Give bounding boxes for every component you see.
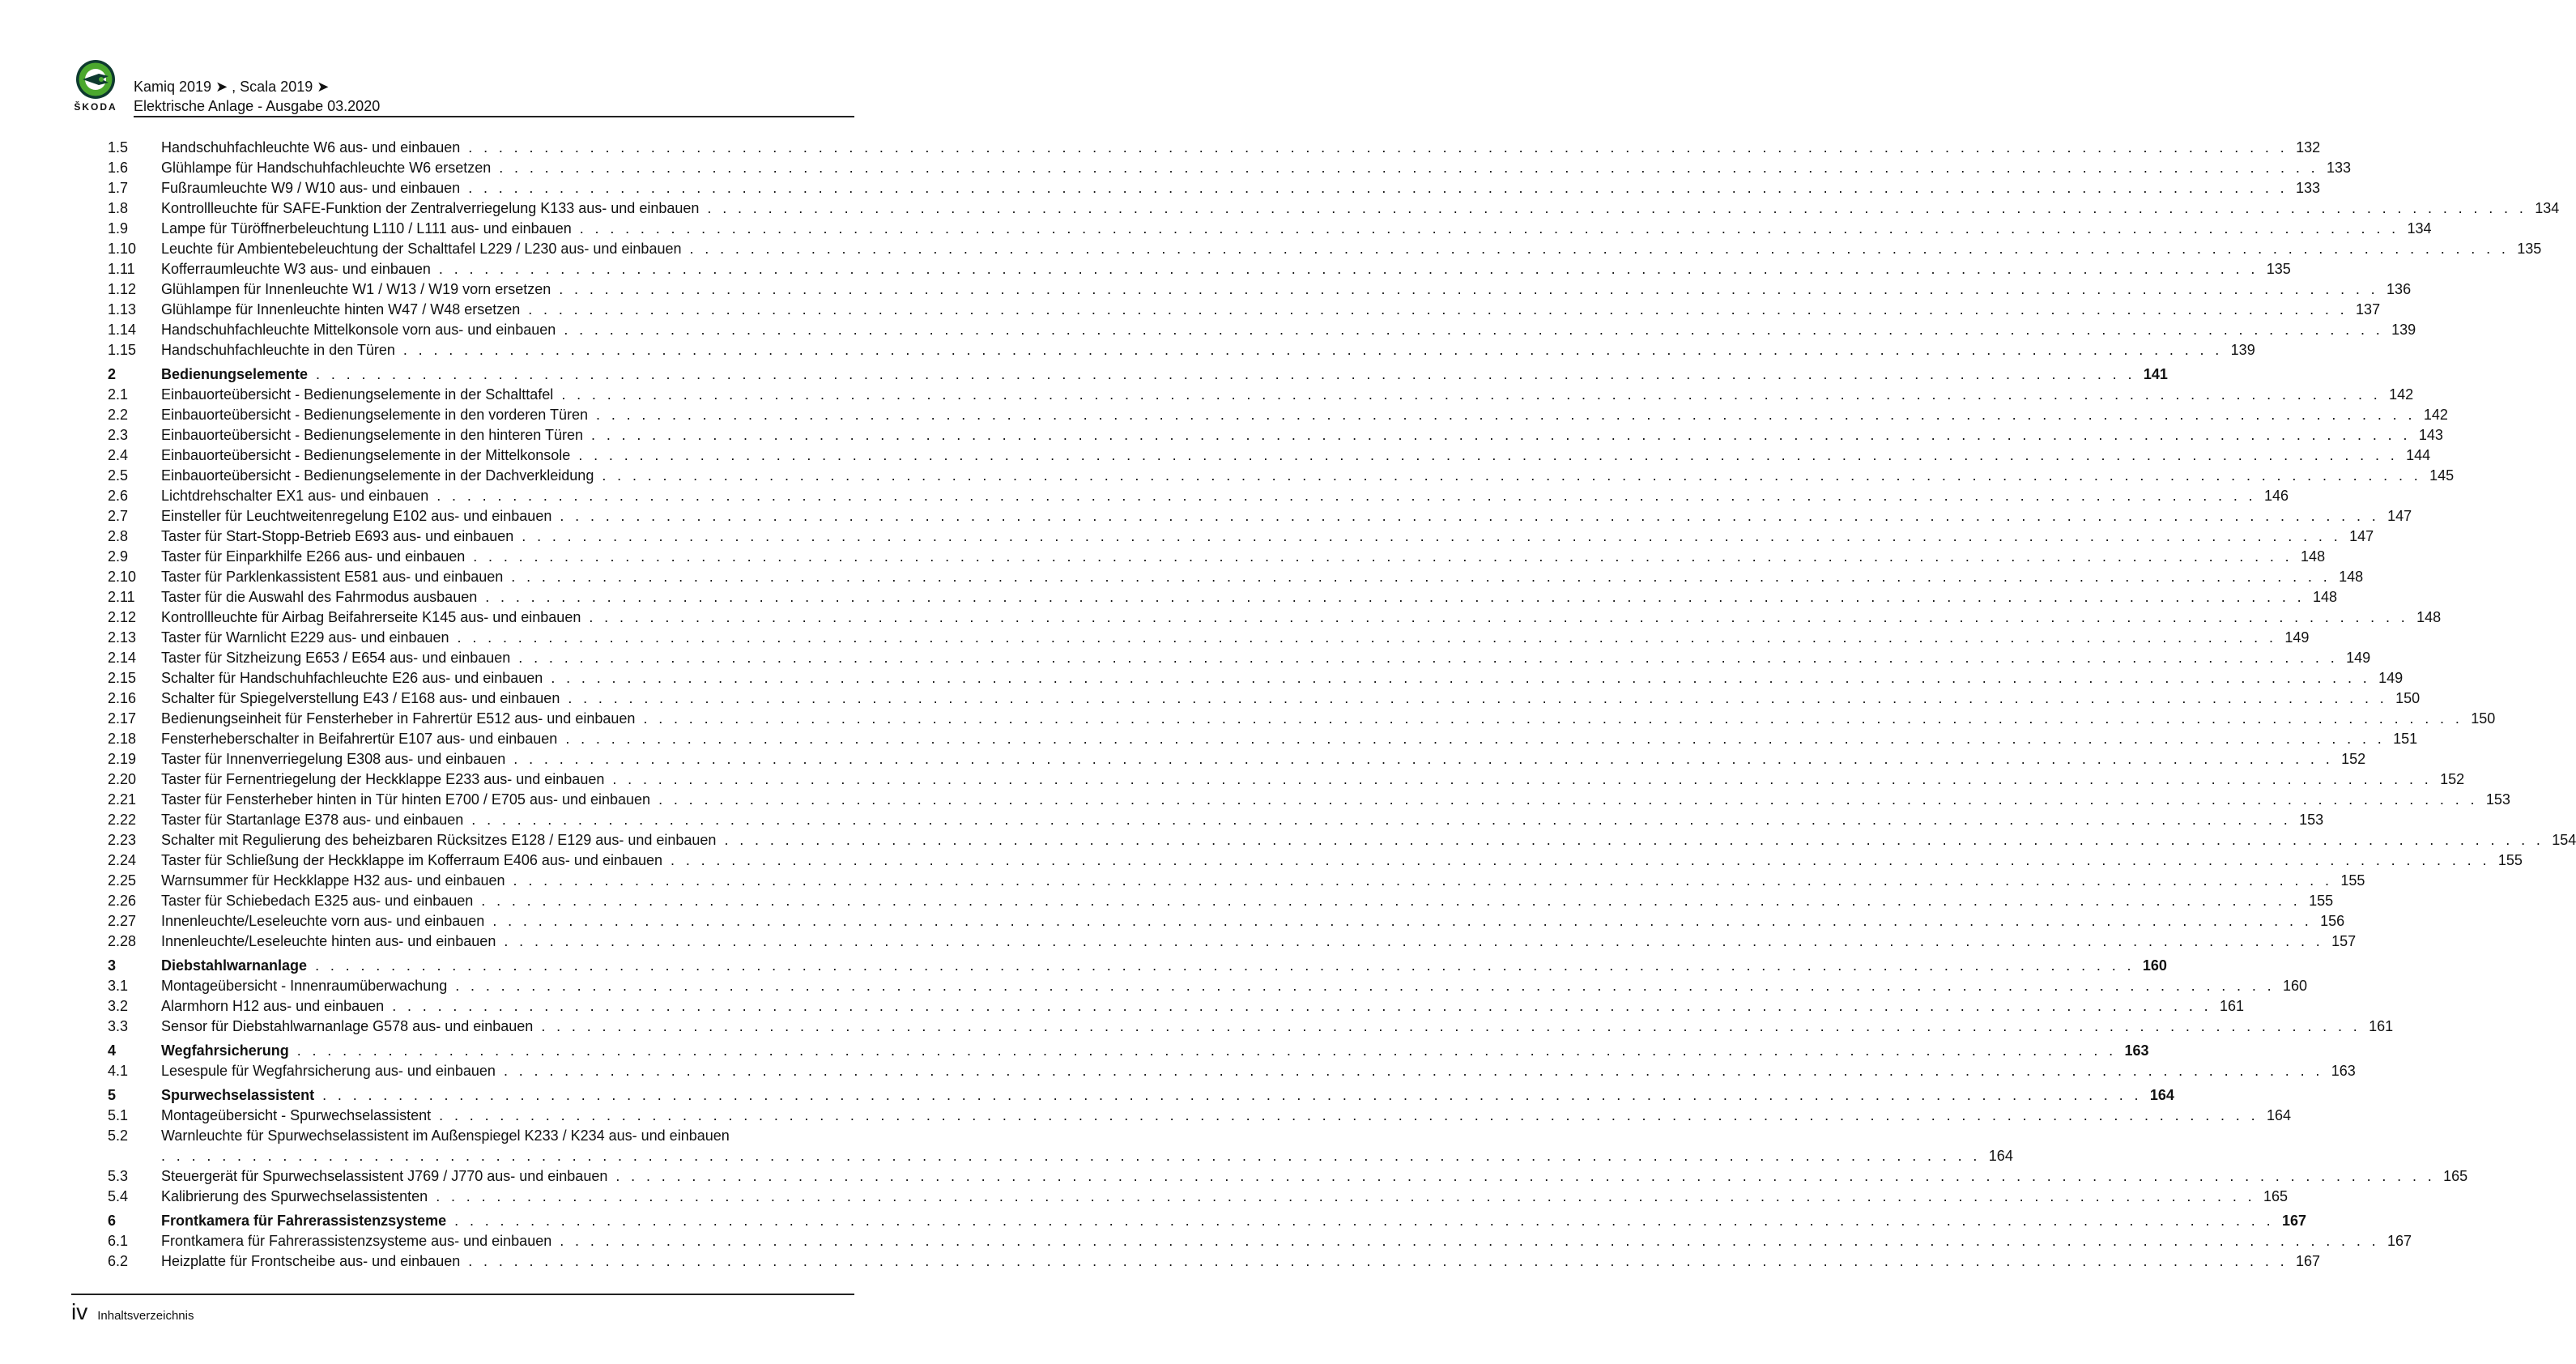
toc-title: Handschuhfachleuchte in den Türen <box>161 342 395 358</box>
toc-title: Kontrollleuchte für SAFE-Funktion der Zentralverriegelung K133 aus- und einbauen <box>161 200 700 216</box>
toc-title: Taster für Warnlicht E229 aus- und einbauen <box>161 629 449 646</box>
dot-leader: . . . . . . . . . . . . . . . . . . . . . . . . . . . . . . . . . . . . . . . . . . . . . . . . . . . . . . . . . . . . . . . . . . . . . . . . . . . . . . . . . . . . . . . . . . . . . . . . . . . . . . . . . . . . . . . . . . . . . . . . <box>468 180 2289 196</box>
toc-page: 152 <box>2341 751 2366 767</box>
dot-leader: . . . . . . . . . . . . . . . . . . . . . . . . . . . . . . . . . . . . . . . . . . . . . . . . . . . . . . . . . . . . . . . . . . . . . . . . . . . . . . . . . . . . . . . . . . . . . . . . . . . . . . . . . . . . . . . . . . . . . . . . <box>473 548 2293 565</box>
dot-leader: . . . . . . . . . . . . . . . . . . . . . . . . . . . . . . . . . . . . . . . . . . . . . . . . . . . . . . . . . . . . . . . . . . . . . . . . . . . . . . . . . . . . . . . . . . . . . . . . . . . . . . . . . . . . . . . . . . . . . . . . <box>561 386 2382 403</box>
toc-number: 6.2 <box>108 1253 129 1269</box>
toc-entry[interactable] <box>108 178 2321 198</box>
toc-entry[interactable] <box>108 976 2308 996</box>
toc-title: Taster für Fernentriegelung der Heckklappe E233 aus- und einbauen <box>161 771 605 787</box>
toc-page: 148 <box>2416 609 2442 625</box>
toc-number: 2.2 <box>108 407 129 423</box>
toc-page: 160 <box>2283 978 2308 994</box>
toc-number: 2.3 <box>108 427 129 443</box>
dot-leader: . . . . . . . . . . . . . . . . . . . . . . . . . . . . . . . . . . . . . . . . . . . . . . . . . . . . . . . . . . . . . . . . . . . . . . . . . . . . . . . . . . . . . . . . . . . . . . . . . . . . . . . . . . . . . . . . . . . . . . . . <box>612 771 2433 787</box>
toc-entry[interactable] <box>108 749 2366 769</box>
toc-number: 4.1 <box>108 1063 129 1079</box>
dot-leader: . . . . . . . . . . . . . . . . . . . . . . . . . . . . . . . . . . . . . . . . . . . . . . . . . . . . . . . . . . . . . . . . . . . . . . . . . . . . . . . . . . . . . . . . . . . . . . . . . . . . . . . . . . . . . . . . . . . . . . . . <box>485 589 2306 605</box>
toc-number: 1.11 <box>108 261 135 277</box>
toc-entry[interactable] <box>108 850 2523 871</box>
toc-chapter[interactable] <box>108 956 2167 976</box>
toc-entry[interactable] <box>108 425 2443 445</box>
toc-number: 2.9 <box>108 548 129 565</box>
toc-page: 144 <box>2406 447 2431 463</box>
toc-number: 2.10 <box>108 569 137 585</box>
dot-leader: . . . . . . . . . . . . . . . . . . . . . . . . . . . . . . . . . . . . . . . . . . . . . . . . . . . . . . . . . . . . . . . . . . . . . . . . . . . . . . . . . . . . . . . . . . . . . . . . . . . . . . . . . . . . . . . . . . . . . . . . <box>689 241 2510 257</box>
dot-leader: . . . . . . . . . . . . . . . . . . . . . . . . . . . . . . . . . . . . . . . . . . . . . . . . . . . . . . . . . . . . . . . . . . . . . . . . . . . . . . . . . . . . . . . . . . . . . . . . . . . . . . . . . . . . . . . . . . . . . . . . <box>528 301 2348 318</box>
toc-entry[interactable] <box>108 1231 2412 1251</box>
toc-entry[interactable] <box>108 1061 2356 1081</box>
toc-page: 147 <box>2387 508 2412 524</box>
toc-title: Glühlampe für Handschuhfachleuchte W6 ersetzen <box>161 160 492 176</box>
table-of-contents <box>108 138 2576 1272</box>
toc-title: Einbauorteübersicht - Bedienungselemente in der Schalttafel <box>161 386 554 403</box>
toc-entry[interactable] <box>108 931 2357 952</box>
toc-page: 137 <box>2356 301 2381 318</box>
toc-page: 150 <box>2395 690 2421 706</box>
dot-leader: . . . . . . . . . . . . . . . . . . . . . . . . . . . . . . . . . . . . . . . . . . . . . . . . . . . . . . . . . . . . . . . . . . . . . . . . . . . . . . . . . . . . . . . . . . . . . . . . . . . . . . . . . . . . . . . . . . . . . . . . <box>511 569 2331 585</box>
toc-page: 163 <box>2331 1063 2356 1079</box>
toc-entry[interactable] <box>108 445 2431 466</box>
dot-leader: . . . . . . . . . . . . . . . . . . . . . . . . . . . . . . . . . . . . . . . . . . . . . . . . . . . . . . . . . . . . . . . . . . . . . . . . . . . . . . . . . . . . . . . . . . . . . . . . . . . . . . . . . . . . . . . . . . . . . . . . <box>471 812 2292 828</box>
toc-entry[interactable] <box>108 1106 2292 1126</box>
toc-number: 2.15 <box>108 670 137 686</box>
toc-page: 133 <box>2327 160 2352 176</box>
toc-page: 164 <box>1988 1148 2013 1164</box>
dot-leader: . . . . . . . . . . . . . . . . . . . . . . . . . . . . . . . . . . . . . . . . . . . . . . . . . . . . . . . . . . . . . . . . . . . . . . . . . . . . . . . . . . . . . . . . . . . . . . . . . . . . . . . . . . . . . . . . . . . . . . . . <box>568 690 2388 706</box>
toc-entry[interactable] <box>108 340 2255 360</box>
toc-number: 2.23 <box>108 832 137 848</box>
dot-leader: . . . . . . . . . . . . . . . . . . . . . . . . . . . . . . . . . . . . . . . . . . . . . . . . . . . . . . . . . . . . . . . . . . . . . . . . . . . . . . . . . . . . . . . . . . . . . . . . . . . . . . . . . . . . . . . . . . . . . . . . <box>499 160 2319 176</box>
toc-entry[interactable] <box>108 506 2412 526</box>
toc-number: 3 <box>108 957 117 974</box>
toc-number: 1.15 <box>108 342 137 358</box>
toc-page: 139 <box>2391 322 2416 338</box>
toc-page: 161 <box>2369 1018 2394 1034</box>
toc-page: 134 <box>2535 200 2560 216</box>
toc-title: Schalter mit Regulierung des beheizbaren Rücksitzes E128 / E129 aus- und einbauen <box>161 832 717 848</box>
toc-title: Frontkamera für Fahrerassistenzsysteme aus- und einbauen <box>161 1233 552 1249</box>
toc-title: Taster für Schiebedach E325 aus- und einbauen <box>161 893 474 909</box>
toc-number: 5.2 <box>108 1127 129 1144</box>
toc-entry[interactable] <box>108 668 2404 688</box>
toc-title: Glühlampe für Innenleuchte hinten W47 / W48 ersetzen <box>161 301 521 318</box>
toc-title: Taster für Sitzheizung E653 / E654 aus- und einbauen <box>161 650 511 666</box>
toc-title: Heizplatte für Frontscheibe aus- und einbauen <box>161 1253 461 1269</box>
toc-chapter[interactable] <box>108 1211 2306 1231</box>
toc-title: Einsteller für Leuchtweitenregelung E102 aus- und einbauen <box>161 508 552 524</box>
toc-title: Handschuhfachleuchte Mittelkonsole vorn aus- und einbauen <box>161 322 556 338</box>
toc-title: Taster für Start-Stopp-Betrieb E693 aus- und einbauen <box>161 528 514 544</box>
toc-number: 1.9 <box>108 220 129 237</box>
dot-leader: . . . . . . . . . . . . . . . . . . . . . . . . . . . . . . . . . . . . . . . . . . . . . . . . . . . . . . . . . . . . . . . . . . . . . . . . . . . . . . . . . . . . . . . . . . . . . . . . . . . . . . . . . . . . . . . . . . . . . . . . <box>724 832 2544 848</box>
toc-entry[interactable] <box>108 871 2365 891</box>
toc-page: 153 <box>2299 812 2324 828</box>
toc-title: Fensterheberschalter in Beifahrertür E107 aus- und einbauen <box>161 731 558 747</box>
toc-title: Taster für Einparkhilfe E266 aus- und einbauen <box>161 548 466 565</box>
toc-entry[interactable] <box>108 239 2542 259</box>
toc-number: 2.6 <box>108 488 129 504</box>
dot-leader: . . . . . . . . . . . . . . . . . . . . . . . . . . . . . . . . . . . . . . . . . . . . . . . . . . . . . . . . . . . . . . . . . . . . . . . . . . . . . . . . . . . . . . . . . . . . . . . . . . . . . . . . . . . . . . . . . . . . . . . . <box>316 366 2135 382</box>
toc-page: 146 <box>2264 488 2289 504</box>
dot-leader: . . . . . . . . . . . . . . . . . . . . . . . . . . . . . . . . . . . . . . . . . . . . . . . . . . . . . . . . . . . . . . . . . . . . . . . . . . . . . . . . . . . . . . . . . . . . . . . . . . . . . . . . . . . . . . . . . . . . . . . . <box>161 1148 1981 1164</box>
dot-leader: . . . . . . . . . . . . . . . . . . . . . . . . . . . . . . . . . . . . . . . . . . . . . . . . . . . . . . . . . . . . . . . . . . . . . . . . . . . . . . . . . . . . . . . . . . . . . . . . . . . . . . . . . . . . . . . . . . . . . . . . <box>468 1253 2289 1269</box>
toc-number: 2.4 <box>108 447 129 463</box>
toc-title: Taster für Startanlage E378 aus- und einbauen <box>161 812 464 828</box>
toc-title: Taster für Innenverriegelung E308 aus- und einbauen <box>161 751 506 767</box>
toc-page: 151 <box>2393 731 2418 747</box>
toc-number: 2.24 <box>108 852 137 868</box>
dot-leader: . . . . . . . . . . . . . . . . . . . . . . . . . . . . . . . . . . . . . . . . . . . . . . . . . . . . . . . . . . . . . . . . . . . . . . . . . . . . . . . . . . . . . . . . . . . . . . . . . . . . . . . . . . . . . . . . . . . . . . . . <box>513 872 2333 889</box>
toc-number: 2 <box>108 366 117 382</box>
toc-entry[interactable] <box>108 830 2576 850</box>
toc-entry[interactable] <box>108 385 2414 405</box>
dot-leader: . . . . . . . . . . . . . . . . . . . . . . . . . . . . . . . . . . . . . . . . . . . . . . . . . . . . . . . . . . . . . . . . . . . . . . . . . . . . . . . . . . . . . . . . . . . . . . . . . . . . . . . . . . . . . . . . . . . . . . . . <box>315 957 2135 974</box>
toc-page: 155 <box>2497 852 2523 868</box>
toc-title: Bedienungselemente <box>161 366 309 382</box>
toc-title: Einbauorteübersicht - Bedienungselemente in der Mittelkonsole <box>161 447 571 463</box>
toc-chapter[interactable] <box>108 1041 2149 1061</box>
toc-page: 135 <box>2266 261 2291 277</box>
dot-leader: . . . . . . . . . . . . . . . . . . . . . . . . . . . . . . . . . . . . . . . . . . . . . . . . . . . . . . . . . . . . . . . . . . . . . . . . . . . . . . . . . . . . . . . . . . . . . . . . . . . . . . . . . . . . . . . . . . . . . . . . <box>707 200 2527 216</box>
toc-number: 2.11 <box>108 589 135 605</box>
toc-entry[interactable] <box>108 688 2421 709</box>
dot-leader: . . . . . . . . . . . . . . . . . . . . . . . . . . . . . . . . . . . . . . . . . . . . . . . . . . . . . . . . . . . . . . . . . . . . . . . . . . . . . . . . . . . . . . . . . . . . . . . . . . . . . . . . . . . . . . . . . . . . . . . . <box>560 508 2380 524</box>
toc-number: 3.2 <box>108 998 129 1014</box>
toc-number: 1.14 <box>108 322 137 338</box>
dot-leader: . . . . . . . . . . . . . . . . . . . . . . . . . . . . . . . . . . . . . . . . . . . . . . . . . . . . . . . . . . . . . . . . . . . . . . . . . . . . . . . . . . . . . . . . . . . . . . . . . . . . . . . . . . . . . . . . . . . . . . . . <box>596 407 2416 423</box>
toc-entry[interactable] <box>108 138 2321 158</box>
toc-entry[interactable] <box>108 587 2338 607</box>
toc-number: 2.17 <box>108 710 137 727</box>
toc-number: 5.4 <box>108 1188 129 1204</box>
toc-page: 153 <box>2485 791 2510 808</box>
toc-title: Kontrollleuchte für Airbag Beifahrerseite K145 aus- und einbauen <box>161 609 581 625</box>
header-models: Kamiq 2019 ➤ , Scala 2019 ➤ <box>134 79 330 95</box>
toc-number: 2.16 <box>108 690 137 706</box>
dot-leader: . . . . . . . . . . . . . . . . . . . . . . . . . . . . . . . . . . . . . . . . . . . . . . . . . . . . . . . . . . . . . . . . . . . . . . . . . . . . . . . . . . . . . . . . . . . . . . . . . . . . . . . . . . . . . . . . . . . . . . . . <box>322 1087 2142 1103</box>
toc-page: 167 <box>2387 1233 2412 1249</box>
dot-leader: . . . . . . . . . . . . . . . . . . . . . . . . . . . . . . . . . . . . . . . . . . . . . . . . . . . . . . . . . . . . . . . . . . . . . . . . . . . . . . . . . . . . . . . . . . . . . . . . . . . . . . . . . . . . . . . . . . . . . . . . <box>522 528 2342 544</box>
toc-title: Diebstahlwarnanlage <box>161 957 308 974</box>
toc-entry[interactable] <box>108 1017 2394 1037</box>
toc-number: 2.25 <box>108 872 137 889</box>
toc-number: 2.26 <box>108 893 137 909</box>
page-footer <box>71 1299 194 1325</box>
toc-title: Einbauorteübersicht - Bedienungselemente in den vorderen Türen <box>161 407 589 423</box>
toc-entry[interactable] <box>108 547 2326 567</box>
toc-number: 2.5 <box>108 467 129 484</box>
toc-title: Montageübersicht - Spurwechselassistent <box>161 1107 432 1123</box>
toc-page: 156 <box>2320 913 2345 929</box>
header-rule <box>134 116 854 117</box>
toc-entry[interactable] <box>108 198 2560 219</box>
toc-page: 142 <box>2389 386 2414 403</box>
dot-leader: . . . . . . . . . . . . . . . . . . . . . . . . . . . . . . . . . . . . . . . . . . . . . . . . . . . . . . . . . . . . . . . . . . . . . . . . . . . . . . . . . . . . . . . . . . . . . . . . . . . . . . . . . . . . . . . . . . . . . . . . <box>481 893 2301 909</box>
dot-leader: . . . . . . . . . . . . . . . . . . . . . . . . . . . . . . . . . . . . . . . . . . . . . . . . . . . . . . . . . . . . . . . . . . . . . . . . . . . . . . . . . . . . . . . . . . . . . . . . . . . . . . . . . . . . . . . . . . . . . . . . <box>564 322 2384 338</box>
dot-leader: . . . . . . . . . . . . . . . . . . . . . . . . . . . . . . . . . . . . . . . . . . . . . . . . . . . . . . . . . . . . . . . . . . . . . . . . . . . . . . . . . . . . . . . . . . . . . . . . . . . . . . . . . . . . . . . . . . . . . . . . <box>658 791 2478 808</box>
toc-page: 149 <box>2346 650 2371 666</box>
toc-entry[interactable] <box>108 1126 2013 1166</box>
toc-entry[interactable] <box>108 158 2352 178</box>
dot-leader: . . . . . . . . . . . . . . . . . . . . . . . . . . . . . . . . . . . . . . . . . . . . . . . . . . . . . . . . . . . . . . . . . . . . . . . . . . . . . . . . . . . . . . . . . . . . . . . . . . . . . . . . . . . . . . . . . . . . . . . . <box>602 467 2422 484</box>
toc-title: Kalibrierung des Spurwechselassistenten <box>161 1188 428 1204</box>
dot-leader: . . . . . . . . . . . . . . . . . . . . . . . . . . . . . . . . . . . . . . . . . . . . . . . . . . . . . . . . . . . . . . . . . . . . . . . . . . . . . . . . . . . . . . . . . . . . . . . . . . . . . . . . . . . . . . . . . . . . . . . . <box>671 852 2490 868</box>
toc-page: 163 <box>2124 1042 2149 1059</box>
dot-leader: . . . . . . . . . . . . . . . . . . . . . . . . . . . . . . . . . . . . . . . . . . . . . . . . . . . . . . . . . . . . . . . . . . . . . . . . . . . . . . . . . . . . . . . . . . . . . . . . . . . . . . . . . . . . . . . . . . . . . . . . <box>513 751 2334 767</box>
toc-page: 141 <box>2143 366 2168 382</box>
toc-title: Taster für Parklenkassistent E581 aus- und einbauen <box>161 569 504 585</box>
dot-leader: . . . . . . . . . . . . . . . . . . . . . . . . . . . . . . . . . . . . . . . . . . . . . . . . . . . . . . . . . . . . . . . . . . . . . . . . . . . . . . . . . . . . . . . . . . . . . . . . . . . . . . . . . . . . . . . . . . . . . . . . <box>436 1188 2256 1204</box>
toc-entry[interactable] <box>108 891 2334 911</box>
toc-entry[interactable] <box>108 1166 2468 1187</box>
dot-leader: . . . . . . . . . . . . . . . . . . . . . . . . . . . . . . . . . . . . . . . . . . . . . . . . . . . . . . . . . . . . . . . . . . . . . . . . . . . . . . . . . . . . . . . . . . . . . . . . . . . . . . . . . . . . . . . . . . . . . . . . <box>492 913 2313 929</box>
footer-rule <box>71 1294 854 1295</box>
toc-chapter[interactable] <box>108 364 2168 385</box>
toc-title: Taster für Fensterheber hinten in Tür hinten E700 / E705 aus- und einbauen <box>161 791 651 808</box>
toc-entry[interactable] <box>108 526 2374 547</box>
dot-leader: . . . . . . . . . . . . . . . . . . . . . . . . . . . . . . . . . . . . . . . . . . . . . . . . . . . . . . . . . . . . . . . . . . . . . . . . . . . . . . . . . . . . . . . . . . . . . . . . . . . . . . . . . . . . . . . . . . . . . . . . <box>455 978 2276 994</box>
toc-number: 2.8 <box>108 528 129 544</box>
toc-number: 2.28 <box>108 933 137 949</box>
toc-entry[interactable] <box>108 486 2289 506</box>
toc-page: 139 <box>2230 342 2255 358</box>
toc-title: Schalter für Handschuhfachleuchte E26 aus- und einbauen <box>161 670 543 686</box>
toc-number: 3.1 <box>108 978 129 994</box>
toc-page: 167 <box>2296 1253 2321 1269</box>
toc-entry[interactable] <box>108 1251 2321 1272</box>
toc-page: 157 <box>2331 933 2357 949</box>
brand-wordmark: ŠKODA <box>74 101 117 113</box>
toc-number: 1.6 <box>108 160 129 176</box>
toc-entry[interactable] <box>108 769 2465 790</box>
toc-number: 5.3 <box>108 1168 129 1184</box>
toc-number: 2.1 <box>108 386 129 403</box>
toc-entry[interactable] <box>108 996 2245 1017</box>
toc-entry[interactable] <box>108 607 2442 628</box>
dot-leader: . . . . . . . . . . . . . . . . . . . . . . . . . . . . . . . . . . . . . . . . . . . . . . . . . . . . . . . . . . . . . . . . . . . . . . . . . . . . . . . . . . . . . . . . . . . . . . . . . . . . . . . . . . . . . . . . . . . . . . . . <box>439 1107 2259 1123</box>
toc-title: Fußraumleuchte W9 / W10 aus- und einbauen <box>161 180 461 196</box>
dot-leader: . . . . . . . . . . . . . . . . . . . . . . . . . . . . . . . . . . . . . . . . . . . . . . . . . . . . . . . . . . . . . . . . . . . . . . . . . . . . . . . . . . . . . . . . . . . . . . . . . . . . . . . . . . . . . . . . . . . . . . . . <box>468 139 2289 156</box>
toc-title: Kofferraumleuchte W3 aus- und einbauen <box>161 261 431 277</box>
toc-entry[interactable] <box>108 320 2416 340</box>
toc-title: Taster für die Auswahl des Fahrmodus ausbauen <box>161 589 478 605</box>
toc-page: 164 <box>2149 1087 2174 1103</box>
dot-leader: . . . . . . . . . . . . . . . . . . . . . . . . . . . . . . . . . . . . . . . . . . . . . . . . . . . . . . . . . . . . . . . . . . . . . . . . . . . . . . . . . . . . . . . . . . . . . . . . . . . . . . . . . . . . . . . . . . . . . . . . <box>591 427 2411 443</box>
toc-entry[interactable] <box>108 466 2455 486</box>
toc-page: 148 <box>2339 569 2364 585</box>
toc-number: 6.1 <box>108 1233 129 1249</box>
toc-page: 149 <box>2284 629 2310 646</box>
toc-page: 161 <box>2219 998 2245 1014</box>
toc-title: Warnsummer für Heckklappe H32 aus- und einbauen <box>161 872 505 889</box>
toc-entry[interactable] <box>108 709 2496 729</box>
toc-page: 148 <box>2313 589 2338 605</box>
toc-page: 145 <box>2429 467 2455 484</box>
toc-title: Lampe für Türöffnerbeleuchtung L110 / L111 aus- und einbauen <box>161 220 572 237</box>
toc-title: Leuchte für Ambientebeleuchtung der Schalttafel L229 / L230 aus- und einbauen <box>161 241 682 257</box>
toc-title: Schalter für Spiegelverstellung E43 / E168 aus- und einbauen <box>161 690 560 706</box>
dot-leader: . . . . . . . . . . . . . . . . . . . . . . . . . . . . . . . . . . . . . . . . . . . . . . . . . . . . . . . . . . . . . . . . . . . . . . . . . . . . . . . . . . . . . . . . . . . . . . . . . . . . . . . . . . . . . . . . . . . . . . . . <box>551 670 2371 686</box>
toc-number: 1.12 <box>108 281 137 297</box>
dot-leader: . . . . . . . . . . . . . . . . . . . . . . . . . . . . . . . . . . . . . . . . . . . . . . . . . . . . . . . . . . . . . . . . . . . . . . . . . . . . . . . . . . . . . . . . . . . . . . . . . . . . . . . . . . . . . . . . . . . . . . . . <box>503 1063 2323 1079</box>
toc-title: Sensor für Diebstahlwarnanlage G578 aus- und einbauen <box>161 1018 534 1034</box>
toc-page: 149 <box>2378 670 2404 686</box>
toc-page: 143 <box>2418 427 2443 443</box>
toc-number: 2.20 <box>108 771 137 787</box>
dot-leader: . . . . . . . . . . . . . . . . . . . . . . . . . . . . . . . . . . . . . . . . . . . . . . . . . . . . . . . . . . . . . . . . . . . . . . . . . . . . . . . . . . . . . . . . . . . . . . . . . . . . . . . . . . . . . . . . . . . . . . . . <box>518 650 2339 666</box>
toc-title: Handschuhfachleuchte W6 aus- und einbauen <box>161 139 461 156</box>
toc-number: 3.3 <box>108 1018 129 1034</box>
toc-page: 160 <box>2142 957 2167 974</box>
toc-page: 150 <box>2471 710 2496 727</box>
toc-page: 148 <box>2301 548 2326 565</box>
toc-title: Bedienungseinheit für Fensterheber in Fahrertür E512 aus- und einbauen <box>161 710 636 727</box>
footer-label: Inhaltsverzeichnis <box>97 1309 194 1323</box>
toc-page: 155 <box>2309 893 2334 909</box>
dot-leader: . . . . . . . . . . . . . . . . . . . . . . . . . . . . . . . . . . . . . . . . . . . . . . . . . . . . . . . . . . . . . . . . . . . . . . . . . . . . . . . . . . . . . . . . . . . . . . . . . . . . . . . . . . . . . . . . . . . . . . . . <box>643 710 2463 727</box>
toc-number: 2.14 <box>108 650 137 666</box>
dot-leader: . . . . . . . . . . . . . . . . . . . . . . . . . . . . . . . . . . . . . . . . . . . . . . . . . . . . . . . . . . . . . . . . . . . . . . . . . . . . . . . . . . . . . . . . . . . . . . . . . . . . . . . . . . . . . . . . . . . . . . . . <box>436 488 2257 504</box>
toc-entry[interactable] <box>108 648 2371 668</box>
toc-number: 5 <box>108 1087 117 1103</box>
toc-title: Einbauorteübersicht - Bedienungselemente in den hinteren Türen <box>161 427 584 443</box>
toc-title: Spurwechselassistent <box>161 1087 315 1103</box>
toc-title: Einbauorteübersicht - Bedienungselemente in der Dachverkleidung <box>161 467 594 484</box>
toc-page: 132 <box>2296 139 2321 156</box>
toc-page: 134 <box>2407 220 2432 237</box>
dot-leader: . . . . . . . . . . . . . . . . . . . . . . . . . . . . . . . . . . . . . . . . . . . . . . . . . . . . . . . . . . . . . . . . . . . . . . . . . . . . . . . . . . . . . . . . . . . . . . . . . . . . . . . . . . . . . . . . . . . . . . . . <box>457 629 2277 646</box>
dot-leader: . . . . . . . . . . . . . . . . . . . . . . . . . . . . . . . . . . . . . . . . . . . . . . . . . . . . . . . . . . . . . . . . . . . . . . . . . . . . . . . . . . . . . . . . . . . . . . . . . . . . . . . . . . . . . . . . . . . . . . . . <box>578 447 2399 463</box>
dot-leader: . . . . . . . . . . . . . . . . . . . . . . . . . . . . . . . . . . . . . . . . . . . . . . . . . . . . . . . . . . . . . . . . . . . . . . . . . . . . . . . . . . . . . . . . . . . . . . . . . . . . . . . . . . . . . . . . . . . . . . . . <box>438 261 2259 277</box>
toc-entry[interactable] <box>108 279 2412 300</box>
toc-title: Lichtdrehschalter EX1 aus- und einbauen <box>161 488 429 504</box>
footer-page-number: iv <box>71 1299 88 1324</box>
dot-leader: . . . . . . . . . . . . . . . . . . . . . . . . . . . . . . . . . . . . . . . . . . . . . . . . . . . . . . . . . . . . . . . . . . . . . . . . . . . . . . . . . . . . . . . . . . . . . . . . . . . . . . . . . . . . . . . . . . . . . . . . <box>392 998 2212 1014</box>
toc-number: 2.21 <box>108 791 137 808</box>
toc-title: Innenleuchte/Leseleuchte hinten aus- und einbauen <box>161 933 496 949</box>
toc-number: 6 <box>108 1213 117 1229</box>
toc-number: 1.10 <box>108 241 137 257</box>
dot-leader: . . . . . . . . . . . . . . . . . . . . . . . . . . . . . . . . . . . . . . . . . . . . . . . . . . . . . . . . . . . . . . . . . . . . . . . . . . . . . . . . . . . . . . . . . . . . . . . . . . . . . . . . . . . . . . . . . . . . . . . . <box>615 1168 2436 1184</box>
toc-page: 142 <box>2423 407 2448 423</box>
toc-title: Alarmhorn H12 aus- und einbauen <box>161 998 385 1014</box>
toc-page: 155 <box>2340 872 2365 889</box>
toc-number: 2.13 <box>108 629 137 646</box>
toc-title: Montageübersicht - Innenraumüberwachung <box>161 978 448 994</box>
toc-title: Taster für Schließung der Heckklappe im Kofferraum E406 aus- und einbauen <box>161 852 663 868</box>
toc-page: 154 <box>2552 832 2576 848</box>
toc-number: 2.27 <box>108 913 137 929</box>
toc-number: 2.12 <box>108 609 137 625</box>
toc-title: Innenleuchte/Leseleuchte vorn aus- und einbauen <box>161 913 485 929</box>
toc-title: Warnleuchte für Spurwechselassistent im Außenspiegel K233 / K234 aus- und einbauen <box>161 1127 730 1144</box>
dot-leader: . . . . . . . . . . . . . . . . . . . . . . . . . . . . . . . . . . . . . . . . . . . . . . . . . . . . . . . . . . . . . . . . . . . . . . . . . . . . . . . . . . . . . . . . . . . . . . . . . . . . . . . . . . . . . . . . . . . . . . . . <box>402 342 2223 358</box>
toc-entry[interactable] <box>108 628 2310 648</box>
toc-title: Lesespule für Wegfahrsicherung aus- und einbauen <box>161 1063 496 1079</box>
toc-number: 2.19 <box>108 751 137 767</box>
dot-leader: . . . . . . . . . . . . . . . . . . . . . . . . . . . . . . . . . . . . . . . . . . . . . . . . . . . . . . . . . . . . . . . . . . . . . . . . . . . . . . . . . . . . . . . . . . . . . . . . . . . . . . . . . . . . . . . . . . . . . . . . <box>541 1018 2361 1034</box>
dot-leader: . . . . . . . . . . . . . . . . . . . . . . . . . . . . . . . . . . . . . . . . . . . . . . . . . . . . . . . . . . . . . . . . . . . . . . . . . . . . . . . . . . . . . . . . . . . . . . . . . . . . . . . . . . . . . . . . . . . . . . . . <box>454 1213 2274 1229</box>
toc-page: 147 <box>2349 528 2374 544</box>
toc-entry[interactable] <box>108 405 2448 425</box>
toc-entry[interactable] <box>108 567 2364 587</box>
skoda-logo <box>63 58 128 113</box>
toc-entry[interactable] <box>108 810 2324 830</box>
dot-leader: . . . . . . . . . . . . . . . . . . . . . . . . . . . . . . . . . . . . . . . . . . . . . . . . . . . . . . . . . . . . . . . . . . . . . . . . . . . . . . . . . . . . . . . . . . . . . . . . . . . . . . . . . . . . . . . . . . . . . . . . <box>589 609 2409 625</box>
dot-leader: . . . . . . . . . . . . . . . . . . . . . . . . . . . . . . . . . . . . . . . . . . . . . . . . . . . . . . . . . . . . . . . . . . . . . . . . . . . . . . . . . . . . . . . . . . . . . . . . . . . . . . . . . . . . . . . . . . . . . . . . <box>504 933 2324 949</box>
toc-number: 1.8 <box>108 200 129 216</box>
toc-number: 2.18 <box>108 731 137 747</box>
dot-leader: . . . . . . . . . . . . . . . . . . . . . . . . . . . . . . . . . . . . . . . . . . . . . . . . . . . . . . . . . . . . . . . . . . . . . . . . . . . . . . . . . . . . . . . . . . . . . . . . . . . . . . . . . . . . . . . . . . . . . . . . <box>559 281 2379 297</box>
toc-page: 152 <box>2440 771 2465 787</box>
toc-title: Wegfahrsicherung <box>161 1042 289 1059</box>
toc-page: 165 <box>2443 1168 2468 1184</box>
toc-number: 4 <box>108 1042 117 1059</box>
toc-number: 2.7 <box>108 508 129 524</box>
toc-number: 5.1 <box>108 1107 129 1123</box>
toc-page: 133 <box>2296 180 2321 196</box>
toc-entry[interactable] <box>108 259 2291 279</box>
dot-leader: . . . . . . . . . . . . . . . . . . . . . . . . . . . . . . . . . . . . . . . . . . . . . . . . . . . . . . . . . . . . . . . . . . . . . . . . . . . . . . . . . . . . . . . . . . . . . . . . . . . . . . . . . . . . . . . . . . . . . . . . <box>565 731 2386 747</box>
toc-entry[interactable] <box>108 300 2381 320</box>
toc-page: 165 <box>2263 1188 2289 1204</box>
toc-number: 1.13 <box>108 301 137 318</box>
toc-title: Frontkamera für Fahrerassistenzsysteme <box>161 1213 447 1229</box>
toc-entry[interactable] <box>108 790 2510 810</box>
toc-entry[interactable] <box>108 1187 2289 1207</box>
toc-entry[interactable] <box>108 911 2345 931</box>
dot-leader: . . . . . . . . . . . . . . . . . . . . . . . . . . . . . . . . . . . . . . . . . . . . . . . . . . . . . . . . . . . . . . . . . . . . . . . . . . . . . . . . . . . . . . . . . . . . . . . . . . . . . . . . . . . . . . . . . . . . . . . . <box>560 1233 2380 1249</box>
toc-chapter[interactable] <box>108 1085 2174 1106</box>
toc-page: 164 <box>2266 1107 2292 1123</box>
toc-entry[interactable] <box>108 729 2418 749</box>
toc-page: 135 <box>2517 241 2542 257</box>
document-header <box>134 78 380 116</box>
toc-title: Steuergerät für Spurwechselassistent J769 / J770 aus- und einbauen <box>161 1168 608 1184</box>
dot-leader: . . . . . . . . . . . . . . . . . . . . . . . . . . . . . . . . . . . . . . . . . . . . . . . . . . . . . . . . . . . . . . . . . . . . . . . . . . . . . . . . . . . . . . . . . . . . . . . . . . . . . . . . . . . . . . . . . . . . . . . . <box>296 1042 2117 1059</box>
dot-leader: . . . . . . . . . . . . . . . . . . . . . . . . . . . . . . . . . . . . . . . . . . . . . . . . . . . . . . . . . . . . . . . . . . . . . . . . . . . . . . . . . . . . . . . . . . . . . . . . . . . . . . . . . . . . . . . . . . . . . . . . <box>579 220 2399 237</box>
toc-entry[interactable] <box>108 219 2432 239</box>
toc-number: 1.7 <box>108 180 129 196</box>
toc-number: 2.22 <box>108 812 137 828</box>
toc-page: 167 <box>2281 1213 2306 1229</box>
toc-number: 1.5 <box>108 139 129 156</box>
toc-title: Glühlampen für Innenleuchte W1 / W13 / W19 vorn ersetzen <box>161 281 551 297</box>
header-subtitle: Elektrische Anlage - Ausgabe 03.2020 <box>134 98 381 114</box>
toc-page: 136 <box>2387 281 2412 297</box>
